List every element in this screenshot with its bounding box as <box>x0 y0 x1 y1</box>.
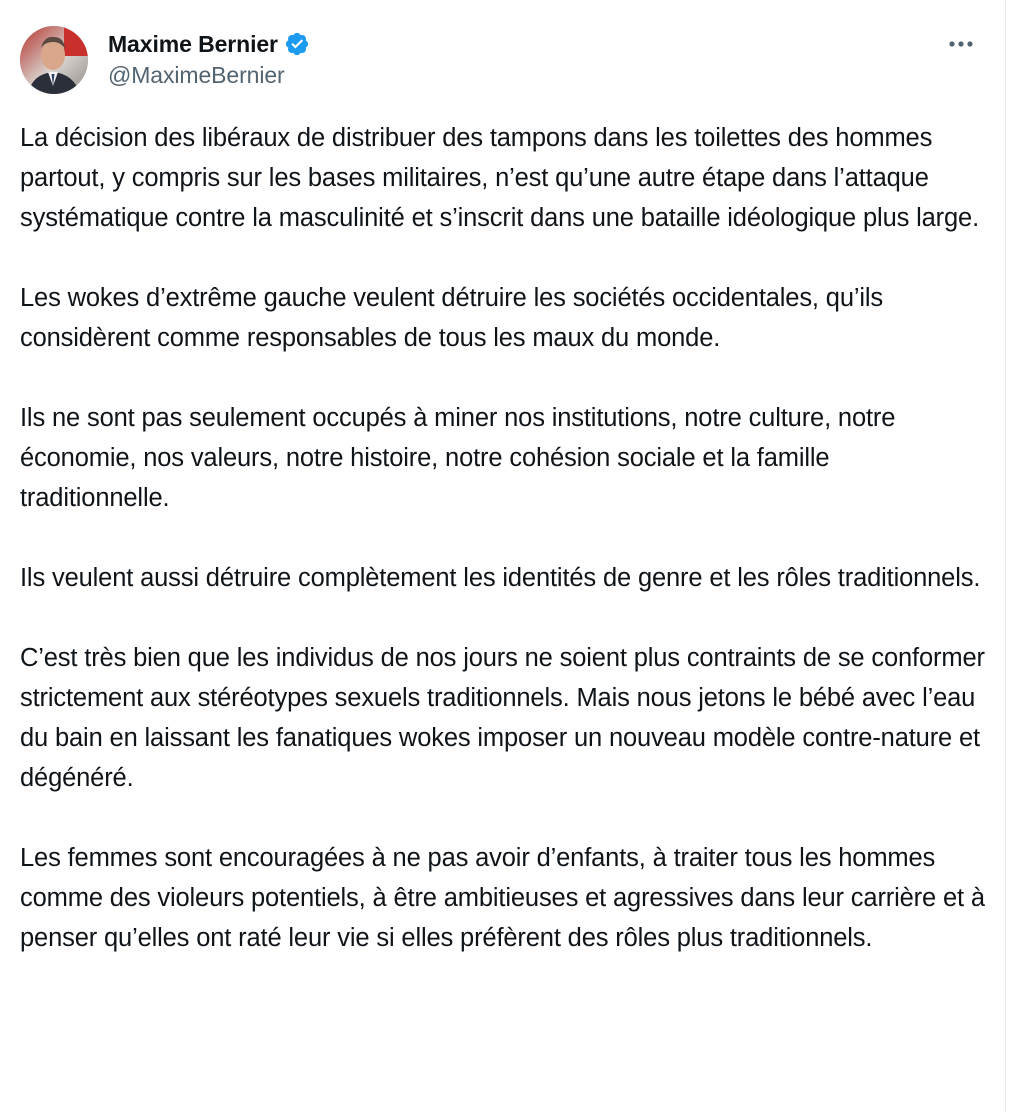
avatar-image <box>20 26 88 94</box>
more-options-button[interactable] <box>943 30 979 58</box>
tweet-paragraph-1: La décision des libéraux de distribuer des tampons dans les toilettes des hommes partout, y compris sur les bases militaires, n’est qu’une autre étape dans l’attaque systématique contre la masculinité et s’inscrit dans une bataille idéologique plus large. <box>20 124 980 232</box>
more-horizontal-icon <box>948 40 974 48</box>
author-names <box>108 28 310 89</box>
tweet-header <box>20 24 985 96</box>
tweet-paragraph-2: Les wokes d’extrême gauche veulent détruire les sociétés occidentales, qu’ils considèrent comme responsables de tous les maux du monde. <box>20 284 884 352</box>
display-name[interactable]: Maxime Bernier <box>108 30 278 57</box>
tweet-paragraph-5: C’est très bien que les individus de nos jours ne soient plus contraints de se conformer strictement aux stéréotypes sexuels traditionnels. Mais nous jetons le bébé avec l’eau du bain en laissant les fanatiques wokes imposer un nouveau modèle contre-nature et dégénéré. <box>20 644 985 792</box>
avatar[interactable] <box>20 26 88 94</box>
tweet-paragraph-3: Ils ne sont pas seulement occupés à miner nos institutions, notre culture, notre économie, nos valeurs, notre histoire, notre cohésion sociale et la famille traditionnelle. <box>20 404 896 512</box>
tweet-text <box>20 118 985 958</box>
author-handle[interactable]: @MaximeBernier <box>108 62 285 88</box>
tweet-paragraph-4: Ils veulent aussi détruire complètement les identités de genre et les rôles traditionnels. <box>20 564 981 592</box>
display-name-row[interactable] <box>108 28 310 60</box>
tweet-paragraph-6: Les femmes sont encouragées à ne pas avoir d’enfants, à traiter tous les hommes comme des violeurs potentiels, à être ambitieuses et agressives dans leur carrière et à penser qu’elles ont raté leur vie si elles préfèrent des rôles plus traditionnels. <box>20 844 985 952</box>
verified-badge-icon[interactable] <box>284 31 310 57</box>
